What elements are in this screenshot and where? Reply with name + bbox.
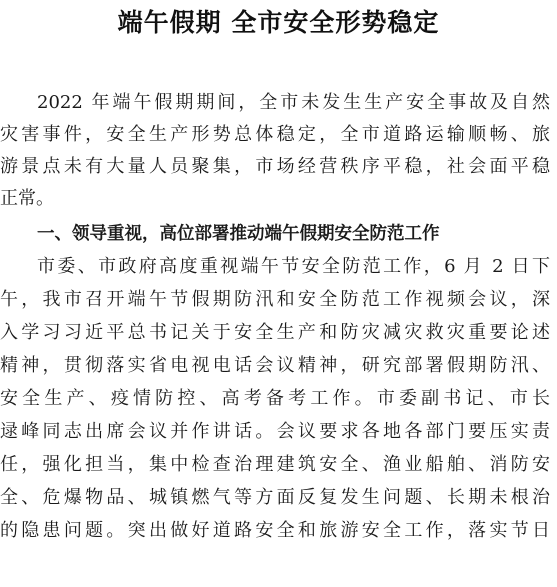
document-title: 端午假期 全市安全形势稳定 bbox=[117, 8, 440, 37]
paragraph-line: 安全生产、疫情防控、高考备考工作。市委副书记、市长 bbox=[0, 388, 550, 409]
paragraph-line: 正常。 bbox=[0, 188, 54, 209]
paragraph-line: 游景点未有大量人员聚集，市场经营秩序平稳，社会面平稳 bbox=[0, 156, 550, 177]
section-heading: 一、领导重视，高位部署推动端午假期安全防范工作 bbox=[37, 224, 440, 244]
paragraph-line: 逯峰同志出席会议并作讲话。会议要求各地各部门要压实责 bbox=[0, 421, 550, 442]
paragraph-line: 任，强化担当，集中检查治理建筑安全、渔业船舶、消防安 bbox=[0, 454, 550, 475]
paragraph-line: 午，我市召开端午节假期防汛和安全防范工作视频会议，深 bbox=[0, 289, 550, 310]
paragraph-line: 的隐患问题。突出做好道路安全和旅游安全工作，落实节日 bbox=[0, 520, 550, 541]
paragraph-line: 入学习习近平总书记关于安全生产和防灾减灾救灾重要论述 bbox=[0, 322, 550, 343]
paragraph-line: 市委、市政府高度重视端午节安全防范工作，6 月 2 日下 bbox=[37, 256, 550, 277]
paragraph-line: 2022 年端午假期期间，全市未发生生产安全事故及自然 bbox=[37, 92, 550, 113]
paragraph-line: 精神，贯彻落实省电视电话会议精神，研究部署假期防汛、 bbox=[0, 355, 550, 376]
paragraph-line: 全、危爆物品、城镇燃气等方面反复发生问题、长期未根治 bbox=[0, 487, 550, 508]
paragraph-line: 灾害事件，安全生产形势总体稳定，全市道路运输顺畅、旅 bbox=[0, 124, 550, 145]
